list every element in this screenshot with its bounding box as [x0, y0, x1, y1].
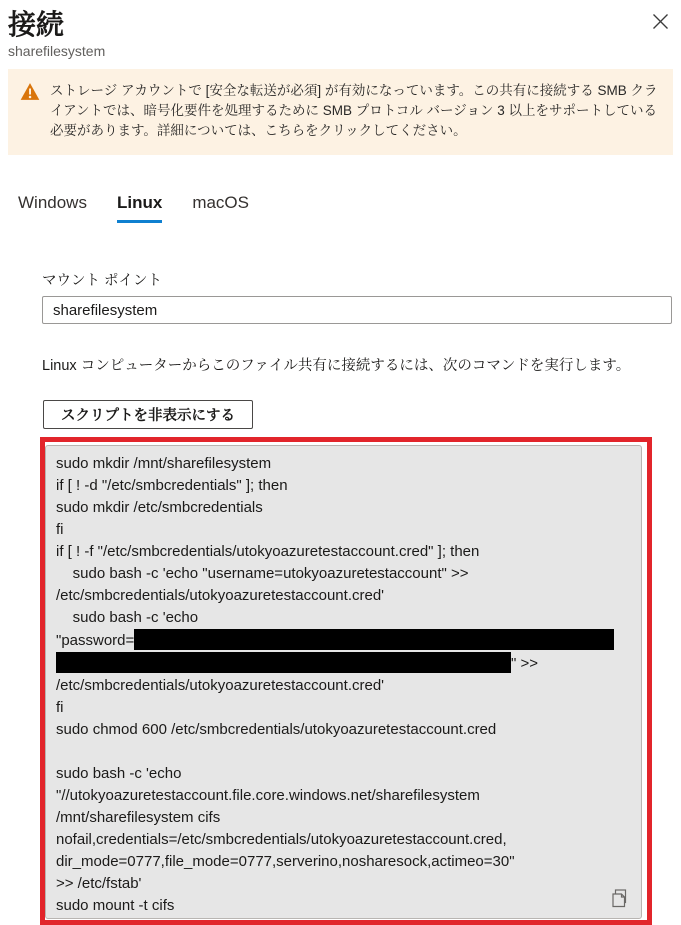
code-line: /etc/smbcredentials/utokyoazuretestaccount.cred' — [56, 587, 385, 604]
code-line: sudo bash -c 'echo — [56, 765, 182, 782]
code-line: nofail,credentials=/etc/smbcredentials/utokyoazuretestaccount.cred, — [56, 831, 507, 848]
tab-windows[interactable]: Windows — [18, 193, 87, 212]
script-code — [56, 453, 631, 917]
warning-text: ストレージ アカウントで [安全な転送が必須] が有効になっています。この共有に接続する SMB クライアントでは、暗号化要件を処理するために SMB プロトコル バージョン 3 以上をサポートしている必要があります。詳細については、こちらをクリックしてください。 — [50, 83, 658, 138]
code-line: /etc/smbcredentials/utokyoazuretestaccount.cred' — [56, 677, 385, 694]
redaction-bar — [56, 652, 511, 673]
code-line: /mnt/sharefilesystem cifs — [56, 809, 221, 826]
code-line: " >> — [56, 652, 631, 675]
code-line: sudo bash -c 'echo — [56, 609, 199, 626]
code-line: dir_mode=0777,file_mode=0777,serverino,nosharesock,actimeo=30" — [56, 853, 515, 870]
page-title: 接続 — [8, 9, 65, 40]
close-icon — [652, 18, 669, 33]
code-line: >> /etc/fstab' — [56, 875, 142, 892]
mount-point-label: マウント ポイント — [42, 273, 163, 289]
instruction-text: Linux コンピューターからこのファイル共有に接続するには、次のコマンドを実行します。 — [42, 358, 631, 374]
hide-script-button[interactable]: スクリプトを非表示にする — [43, 400, 253, 429]
tab-linux[interactable]: Linux — [117, 193, 162, 223]
code-line: fi — [56, 699, 64, 716]
copy-button[interactable] — [609, 889, 629, 911]
mount-point-input[interactable] — [42, 296, 672, 324]
code-line: sudo mkdir /etc/smbcredentials — [56, 499, 263, 516]
code-line: sudo mkdir /mnt/sharefilesystem — [56, 455, 272, 472]
code-line: "//utokyoazuretestaccount.file.core.windows.net/sharefilesystem — [56, 787, 480, 804]
platform-tabs — [18, 193, 681, 223]
page-subtitle: sharefilesystem — [8, 43, 106, 59]
code-line: sudo chmod 600 /etc/smbcredentials/utokyoazuretestaccount.cred — [56, 721, 497, 738]
code-line — [56, 741, 631, 763]
redaction-bar — [134, 629, 614, 650]
code-line: if [ ! -f "/etc/smbcredentials/utokyoazuretestaccount.cred" ]; then — [56, 543, 480, 560]
copy-icon — [611, 896, 628, 911]
code-line: if [ ! -d "/etc/smbcredentials" ]; then — [56, 477, 288, 494]
code-line: sudo mount -t cifs — [56, 897, 175, 914]
script-code-block — [45, 445, 642, 919]
code-line: "password= — [56, 629, 631, 652]
warning-triangle-icon — [20, 82, 40, 106]
red-highlight-frame — [40, 437, 652, 925]
close-button[interactable] — [647, 10, 673, 36]
tab-macos[interactable]: macOS — [192, 193, 249, 212]
warning-banner — [8, 69, 673, 155]
code-line: sudo bash -c 'echo "username=utokyoazuretestaccount" >> — [56, 565, 469, 582]
code-line: fi — [56, 521, 64, 538]
